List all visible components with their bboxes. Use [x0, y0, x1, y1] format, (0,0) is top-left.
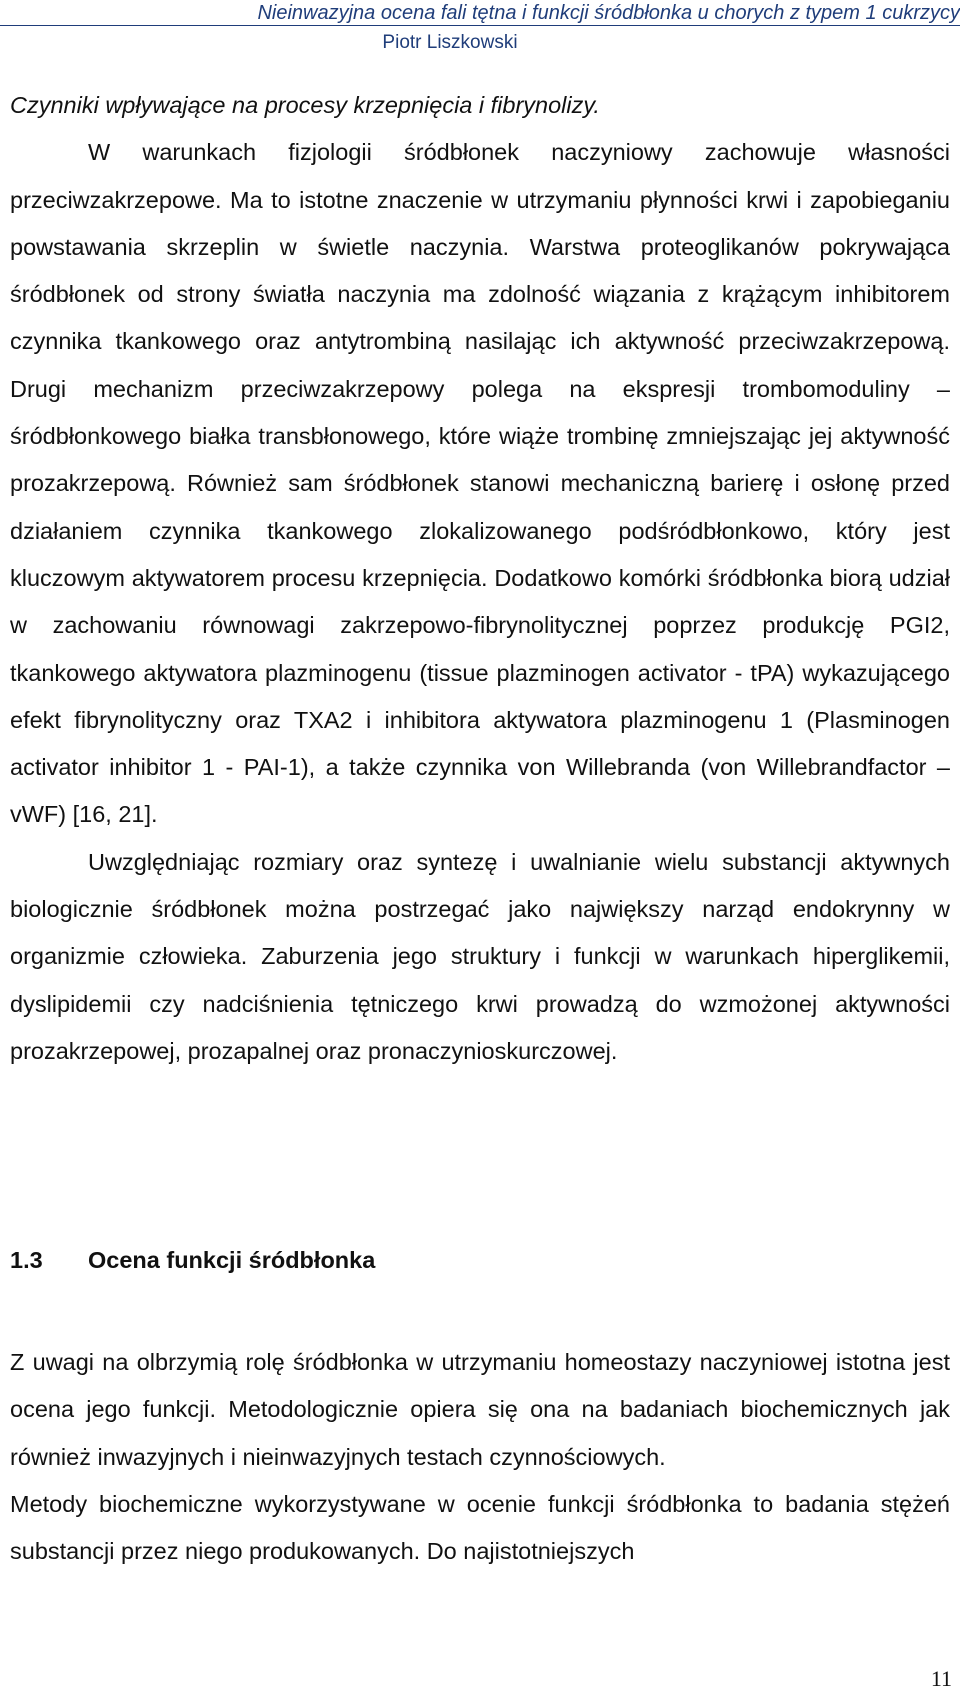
- header-divider: [0, 25, 960, 26]
- paragraph-assessment: Z uwagi na olbrzymią rolę śródbłonka w utrzymaniu homeostazy naczyniowej istotna jest ocena jego funkcji. Metodologicznie opiera się ona na badaniach biochemicznych jak również inwazyjnych i nieinwazyjnych testach czynnościowych.: [10, 1349, 950, 1470]
- page-number: 11: [930, 1666, 952, 1691]
- main-text: [10, 82, 950, 1075]
- section-text: [10, 1339, 950, 1575]
- header-title: Nieinwazyjna ocena fali tętna i funkcji śródbłonka u chorych z typem 1 cukrzycy: [257, 2, 960, 24]
- section-heading: [10, 1247, 375, 1274]
- paragraph-biochemical: Metody biochemiczne wykorzystywane w ocenie funkcji śródbłonka to badania stężeń substancji przez niego produkowanych. Do najistotniejszych: [10, 1490, 950, 1565]
- paragraph-endocrine: Uwzględniając rozmiary oraz syntezę i uwalnianie wielu substancji aktywnych biologicznie śródbłonek można postrzegać jako największy narząd endokrynny w organizmie człowieka. Zaburzenia jego struktury i funkcji w warunkach hiperglikemii, dyslipidemii czy nadciśnienia tętniczego krwi prowadzą do wzmożonej aktywności prozakrzepowej, prozapalnej oraz pronaczynioskurczowej.: [10, 848, 950, 1064]
- paragraph-coagulation: W warunkach fizjologii śródbłonek naczyniowy zachowuje własności przeciwzakrzepowe. Ma to istotne znaczenie w utrzymaniu płynności krwi i zapobieganiu powstawania skrzeplin w świetle naczynia. Warstwa proteoglikanów pokrywająca śródbłonek od strony światła naczynia ma zdolność wiązania z krążącym inhibitorem czynnika tkankowego oraz antytrombiną nasilając ich aktywność przeciwzakrzepową. Drugi mechanizm przeciwzakrzepowy polega na ekspresji trombomoduliny – śródbłonkowego białka transbłonowego, które wiąże trombinę zmniejszając jej aktywność prozakrzepową. Również sam śródbłonek stanowi mechaniczną barierę i osłonę przed działaniem czynnika tkankowego zlokalizowanego podśródbłonkowo, który jest kluczowym aktywatorem procesu krzepnięcia. Dodatkowo komórki śródbłonka biorą udział w zachowaniu równowagi zakrzepowo-fibrynolitycznej poprzez produkcję PGI2, tkankowego aktywatora plazminogenu (tissue plazminogen activator - tPA) wykazującego efekt fibrynolityczny oraz TXA2 i inhibitora aktywatora plazminogenu 1 (Plasminogen activator inhibitor 1 - PAI-1), a także czynnika von Willebranda (von Willebrandfactor – vWF) [16, 21].: [10, 139, 950, 828]
- section-number: 1.3: [10, 1247, 43, 1273]
- header-author: Piotr Liszkowski: [382, 32, 518, 53]
- italic-subheading: Czynniki wpływające na procesy krzepnięcia i fibrynolizy.: [10, 92, 600, 118]
- section-title: Ocena funkcji śródbłonka: [88, 1247, 376, 1273]
